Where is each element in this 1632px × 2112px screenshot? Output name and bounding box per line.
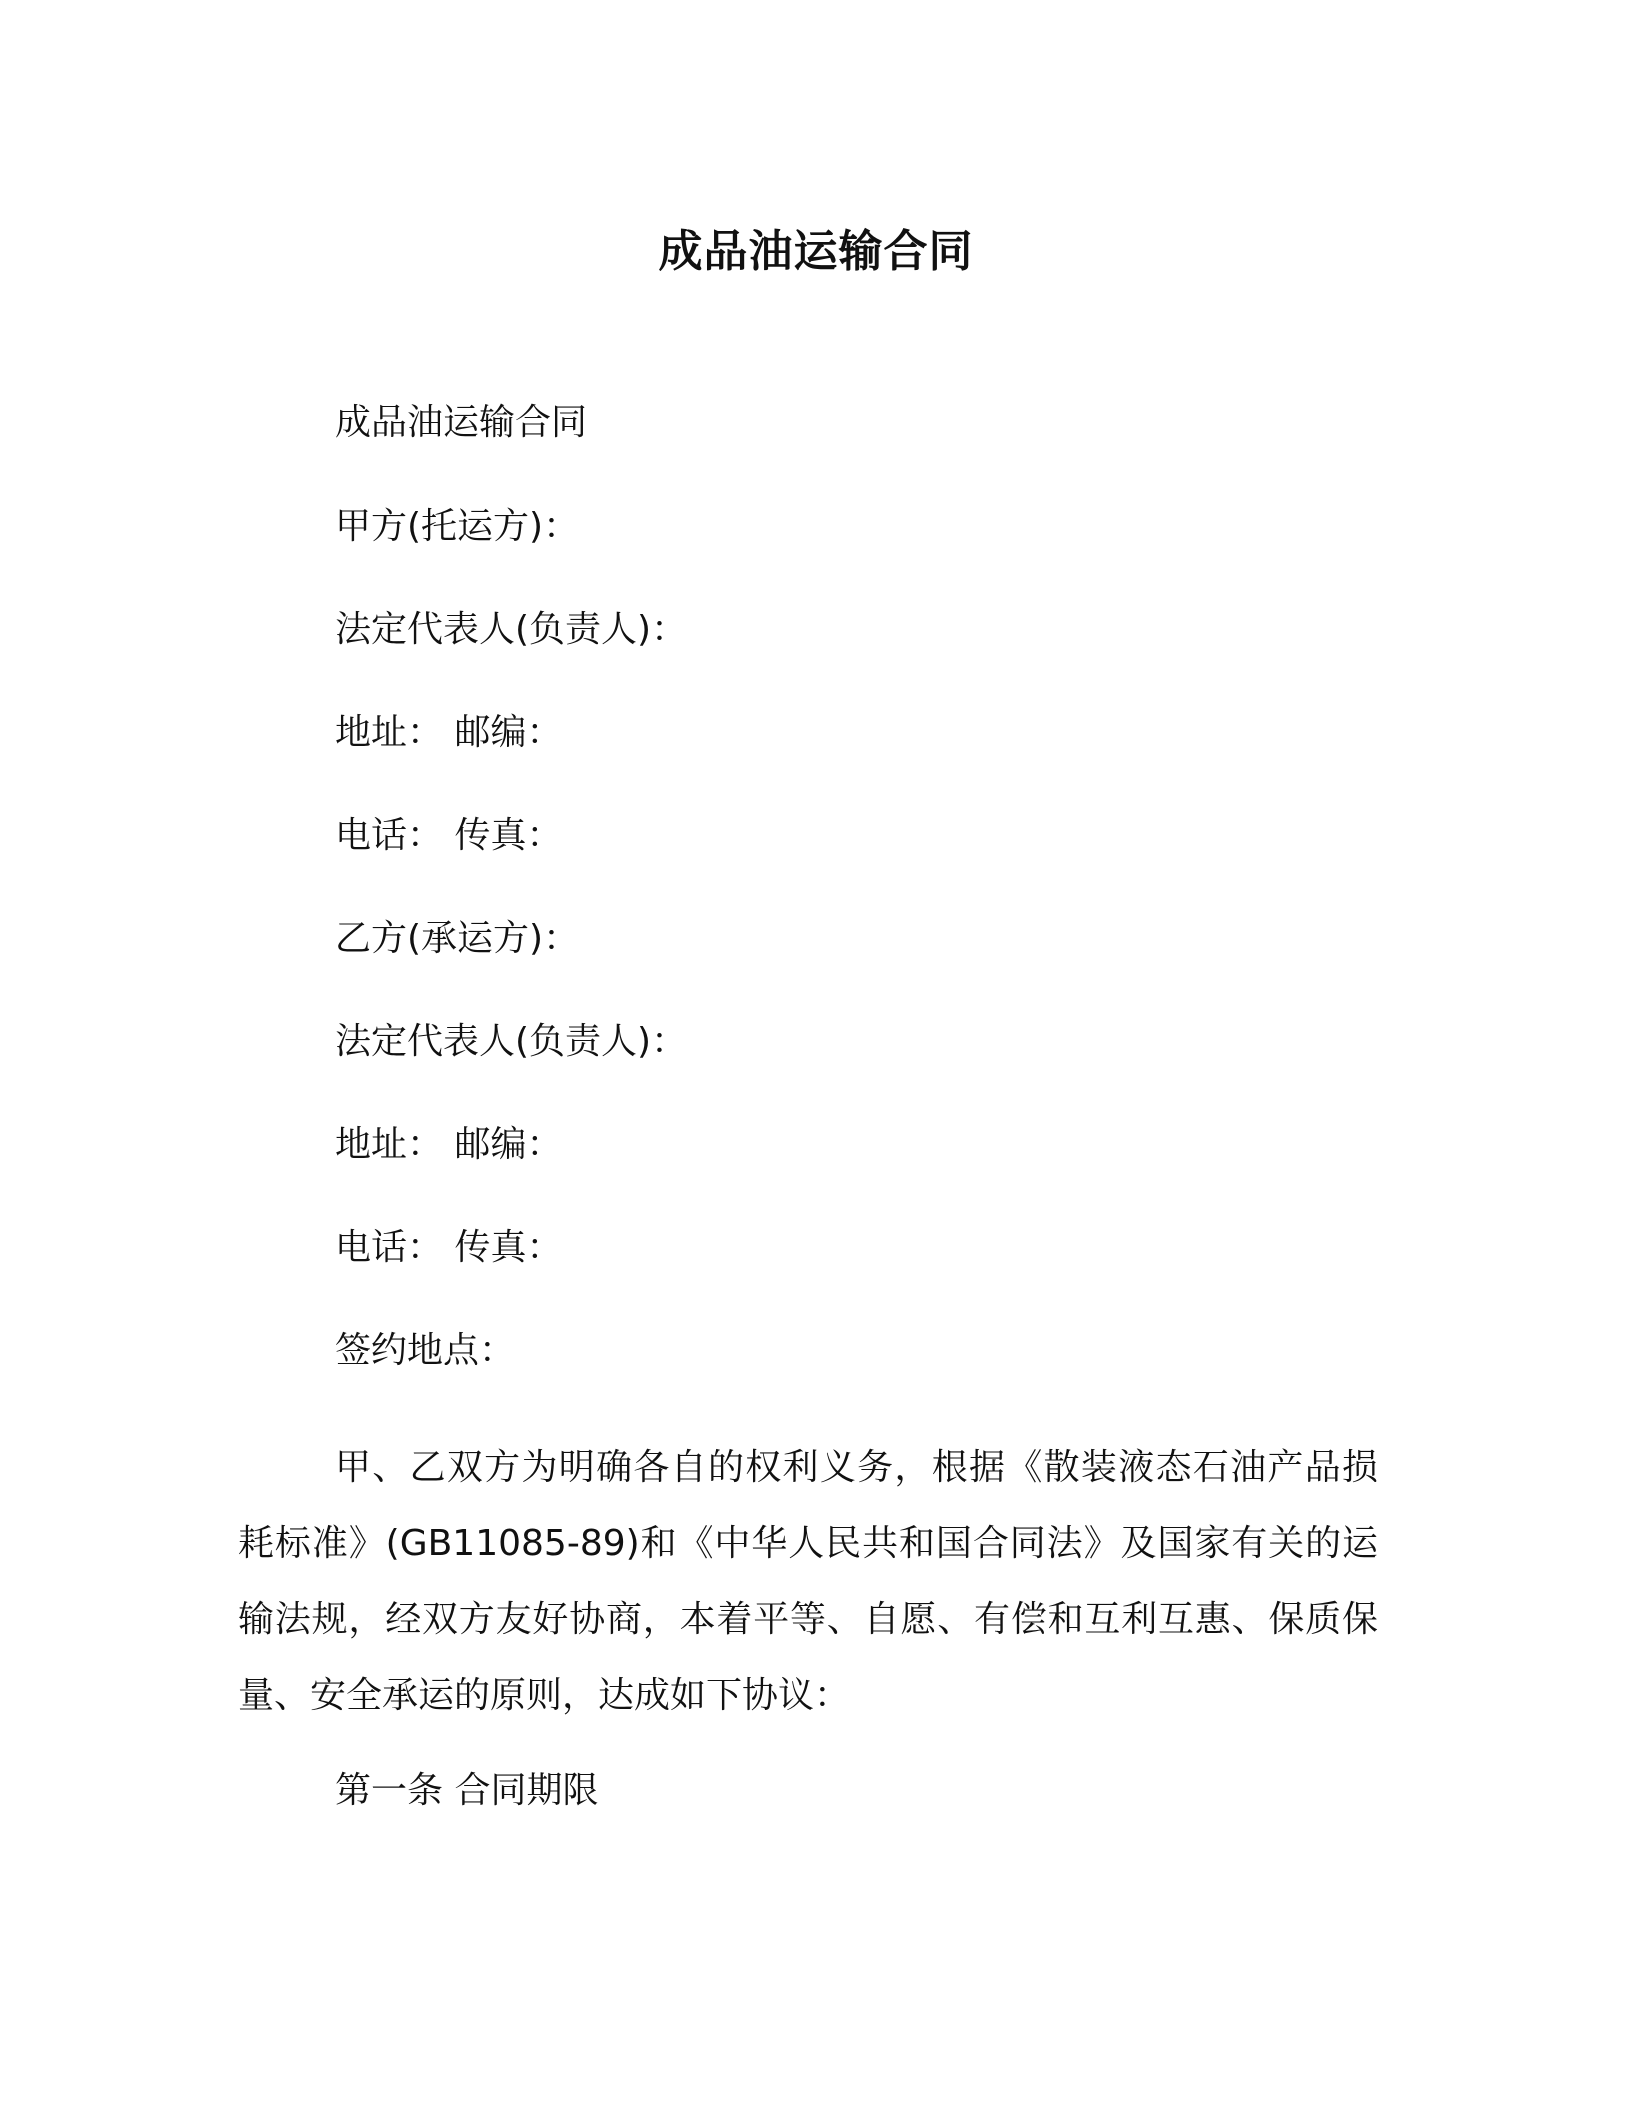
party-b-representative-line: 法定代表人(负责人)： <box>335 1021 688 1062</box>
party-a-phone-line: 电话： 传真： <box>335 815 563 856</box>
party-a-address-line: 地址： 邮编： <box>335 712 563 753</box>
document-title: 成品油运输合同 <box>658 226 974 277</box>
party-b-phone-line: 电话： 传真： <box>335 1227 563 1268</box>
party-b-line: 乙方(承运方)： <box>335 918 580 959</box>
party-b-address-line: 地址： 邮编： <box>335 1124 563 1165</box>
party-a-representative-line: 法定代表人(负责人)： <box>335 609 688 650</box>
contract-name-line: 成品油运输合同 <box>335 402 588 443</box>
signing-place-line: 签约地点： <box>335 1330 516 1371</box>
intro-paragraph: 甲、乙双方为明确各自的权利义务，根据《散装液态石油产品损耗标准》(GB11085-89)和《中华人民共和国合同法》及国家有关的运输法规，经双方友好协商，本着平等、自愿、有偿和互利互惠、保质保量、安全承运的原则，达成如下协议： <box>238 1447 1378 1716</box>
article-1-heading: 第一条 合同期限 <box>335 1770 599 1811</box>
party-a-line: 甲方(托运方)： <box>335 506 580 547</box>
